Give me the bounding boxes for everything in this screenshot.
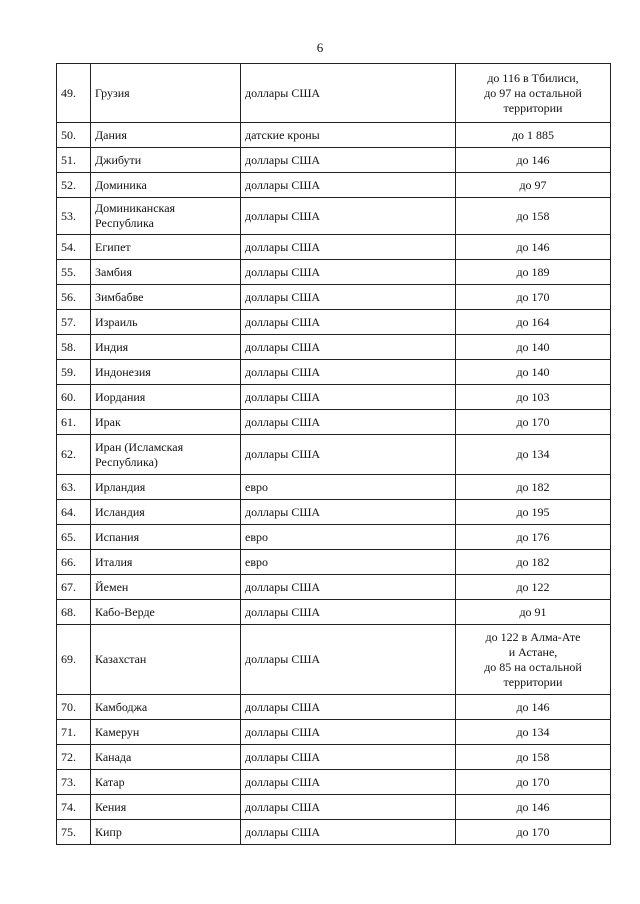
country-cell: Индонезия (91, 360, 241, 385)
currency-cell: доллары США (241, 385, 456, 410)
amount-cell: до 176 (456, 525, 611, 550)
country-cell: Ирландия (91, 475, 241, 500)
amount-cell: до 182 (456, 475, 611, 500)
country-cell: Канада (91, 745, 241, 770)
table-row (57, 385, 611, 410)
country-cell: Замбия (91, 260, 241, 285)
country-cell: Казахстан (91, 625, 241, 695)
country-cell: Египет (91, 235, 241, 260)
table-row (57, 64, 611, 123)
currency-cell: доллары США (241, 720, 456, 745)
row-number-cell: 50. (57, 123, 91, 148)
page-number: 6 (316, 40, 324, 55)
row-number-cell: 64. (57, 500, 91, 525)
row-number-cell: 61. (57, 410, 91, 435)
currency-cell: доллары США (241, 235, 456, 260)
row-number-cell: 51. (57, 148, 91, 173)
amount-cell: до 134 (456, 435, 611, 475)
currency-cell: доллары США (241, 745, 456, 770)
country-cell: Доминиканская Республика (91, 198, 241, 235)
table-row (57, 820, 611, 845)
table-row (57, 745, 611, 770)
row-number-cell: 59. (57, 360, 91, 385)
country-cell: Йемен (91, 575, 241, 600)
table-row (57, 695, 611, 720)
amount-cell: до 140 (456, 360, 611, 385)
table-row (57, 795, 611, 820)
amount-cell: до 122 (456, 575, 611, 600)
amount-cell: до 189 (456, 260, 611, 285)
currency-cell: доллары США (241, 575, 456, 600)
row-number-cell: 67. (57, 575, 91, 600)
row-number-cell: 71. (57, 720, 91, 745)
table-row (57, 335, 611, 360)
row-number-cell: 72. (57, 745, 91, 770)
row-number-cell: 53. (57, 198, 91, 235)
currency-cell: доллары США (241, 360, 456, 385)
currency-cell: доллары США (241, 435, 456, 475)
row-number-cell: 68. (57, 600, 91, 625)
row-number-cell: 74. (57, 795, 91, 820)
row-number-cell: 69. (57, 625, 91, 695)
currency-cell: доллары США (241, 770, 456, 795)
amount-cell: до 140 (456, 335, 611, 360)
currency-cell: евро (241, 550, 456, 575)
table-row (57, 123, 611, 148)
row-number-cell: 49. (57, 64, 91, 123)
amount-cell: до 170 (456, 770, 611, 795)
country-cell: Индия (91, 335, 241, 360)
table-row (57, 625, 611, 695)
currency-cell: доллары США (241, 795, 456, 820)
row-number-cell: 62. (57, 435, 91, 475)
country-cell: Кабо-Верде (91, 600, 241, 625)
row-number-cell: 73. (57, 770, 91, 795)
country-cell: Кения (91, 795, 241, 820)
amount-cell: до 170 (456, 285, 611, 310)
amount-cell: до 170 (456, 410, 611, 435)
table-row (57, 525, 611, 550)
amount-cell: до 195 (456, 500, 611, 525)
table-row (57, 575, 611, 600)
country-cell: Катар (91, 770, 241, 795)
amount-cell: до 182 (456, 550, 611, 575)
currency-cell: доллары США (241, 64, 456, 123)
table-row (57, 235, 611, 260)
amount-cell: до 164 (456, 310, 611, 335)
table-row (57, 198, 611, 235)
table-row (57, 173, 611, 198)
country-cell: Дания (91, 123, 241, 148)
table-row (57, 600, 611, 625)
currency-cell: доллары США (241, 625, 456, 695)
table-row (57, 500, 611, 525)
currency-cell: доллары США (241, 198, 456, 235)
currency-cell: евро (241, 475, 456, 500)
table-row (57, 770, 611, 795)
row-number-cell: 63. (57, 475, 91, 500)
row-number-cell: 70. (57, 695, 91, 720)
row-number-cell: 52. (57, 173, 91, 198)
row-number-cell: 65. (57, 525, 91, 550)
country-cell: Иордания (91, 385, 241, 410)
amount-cell: до 103 (456, 385, 611, 410)
rates-table-body (57, 64, 611, 845)
amount-cell: до 97 (456, 173, 611, 198)
country-cell: Израиль (91, 310, 241, 335)
table-row (57, 285, 611, 310)
table-row (57, 148, 611, 173)
country-cell: Испания (91, 525, 241, 550)
table-row (57, 310, 611, 335)
row-number-cell: 57. (57, 310, 91, 335)
amount-cell: до 158 (456, 745, 611, 770)
country-cell: Доминика (91, 173, 241, 198)
country-cell: Камбоджа (91, 695, 241, 720)
amount-cell: до 91 (456, 600, 611, 625)
rates-table (56, 63, 611, 845)
row-number-cell: 58. (57, 335, 91, 360)
table-row (57, 720, 611, 745)
row-number-cell: 60. (57, 385, 91, 410)
currency-cell: доллары США (241, 695, 456, 720)
currency-cell: евро (241, 525, 456, 550)
table-row (57, 475, 611, 500)
currency-cell: доллары США (241, 260, 456, 285)
country-cell: Грузия (91, 64, 241, 123)
row-number-cell: 55. (57, 260, 91, 285)
country-cell: Кипр (91, 820, 241, 845)
currency-cell: датские кроны (241, 123, 456, 148)
table-row (57, 410, 611, 435)
country-cell: Иран (Исламская Республика) (91, 435, 241, 475)
country-cell: Камерун (91, 720, 241, 745)
row-number-cell: 54. (57, 235, 91, 260)
amount-cell: до 158 (456, 198, 611, 235)
row-number-cell: 75. (57, 820, 91, 845)
currency-cell: доллары США (241, 410, 456, 435)
amount-cell: до 134 (456, 720, 611, 745)
currency-cell: доллары США (241, 310, 456, 335)
amount-cell: до 116 в Тбилиси, до 97 на остальной территории (456, 64, 611, 123)
table-row (57, 260, 611, 285)
currency-cell: доллары США (241, 820, 456, 845)
currency-cell: доллары США (241, 285, 456, 310)
amount-cell: до 146 (456, 148, 611, 173)
row-number-cell: 56. (57, 285, 91, 310)
amount-cell: до 146 (456, 695, 611, 720)
table-row (57, 550, 611, 575)
country-cell: Зимбабве (91, 285, 241, 310)
amount-cell: до 146 (456, 235, 611, 260)
country-cell: Ирак (91, 410, 241, 435)
table-row (57, 435, 611, 475)
currency-cell: доллары США (241, 500, 456, 525)
country-cell: Исландия (91, 500, 241, 525)
amount-cell: до 146 (456, 795, 611, 820)
amount-cell: до 1 885 (456, 123, 611, 148)
currency-cell: доллары США (241, 148, 456, 173)
currency-cell: доллары США (241, 600, 456, 625)
amount-cell: до 122 в Алма-Ате и Астане, до 85 на остальной территории (456, 625, 611, 695)
row-number-cell: 66. (57, 550, 91, 575)
table-row (57, 360, 611, 385)
currency-cell: доллары США (241, 335, 456, 360)
currency-cell: доллары США (241, 173, 456, 198)
country-cell: Италия (91, 550, 241, 575)
amount-cell: до 170 (456, 820, 611, 845)
country-cell: Джибути (91, 148, 241, 173)
